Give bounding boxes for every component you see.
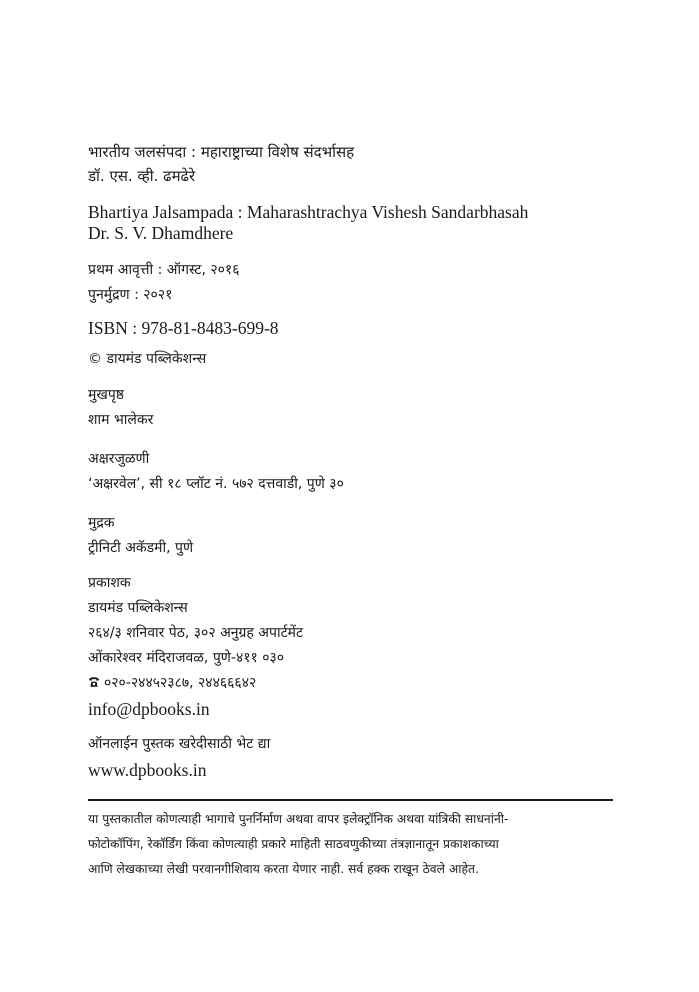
english-title-block	[88, 202, 613, 244]
author-marathi: डॉ. एस. व्ही. ढमढेरे	[88, 167, 196, 185]
typesetting-credit	[88, 447, 613, 497]
notice-line-3: आणि लेखकाच्या लेखी परवानगीशिवाय करता येणार नाही. सर्व हक्क राखून ठेवले आहेत.	[88, 862, 479, 876]
typesetting-value: ‘अक्षरवेल’, सी १८ प्लॉट नं. ५७२ दत्तवाडी, पुणे ३०	[88, 476, 344, 492]
notice-line-1: या पुस्तकातील कोणत्याही भागाचे पुनर्निर्माण अथवा वापर इलेक्ट्रॉनिक अथवा यांत्रिकी साधनांनी-	[88, 812, 509, 826]
cover-credit	[88, 383, 613, 433]
printer-value: ट्रीनिटी अकॅडमी, पुणे	[88, 540, 194, 556]
telephone-icon	[88, 676, 100, 688]
publisher-address-1: २६४/३ शनिवार पेठ, ३०२ अनुग्रह अपार्टमेंट	[88, 625, 304, 641]
copyright: © डायमंड पब्लिकेशन्स	[88, 351, 207, 367]
isbn: ISBN : 978-81-8483-699-8	[88, 318, 279, 338]
first-edition: प्रथम आवृत्ती : ऑगस्ट, २०१६	[88, 262, 240, 278]
printer-label: मुद्रक	[88, 515, 115, 531]
copyright-notice	[88, 807, 613, 882]
typesetting-label: अक्षरजुळणी	[88, 451, 150, 467]
book-title-english: Bhartiya Jalsampada : Maharashtrachya Vishesh Sandarbhasah	[88, 202, 529, 222]
divider-rule	[88, 799, 613, 801]
publisher-name: डायमंड पब्लिकेशन्स	[88, 600, 188, 616]
book-title-marathi: भारतीय जलसंपदा : महाराष्ट्राच्या विशेष संदर्भासह	[88, 143, 355, 161]
online-label: ऑनलाईन पुस्तक खरेदीसाठी भेट द्या	[88, 736, 271, 752]
author-english: Dr. S. V. Dhamdhere	[88, 223, 234, 243]
online-block	[88, 732, 613, 783]
notice-line-2: फोटोकॉपिंग, रेकॉर्डिंग किंवा कोणत्याही प्रकारे माहिती साठवणुकीच्या तंत्रज्ञानातून प्रकाशकाच्या	[88, 837, 499, 851]
publisher-address-2: ओंकारेश्वर मंदिराजवळ, पुणे-४११ ०३०	[88, 650, 285, 666]
copyright-block	[88, 349, 613, 369]
cover-artist: शाम भालेकर	[88, 412, 154, 428]
publisher-email[interactable]: info@dpbooks.in	[88, 699, 210, 719]
website-url[interactable]: www.dpbooks.in	[88, 760, 207, 780]
imprint-page	[88, 140, 613, 882]
printer-credit	[88, 511, 613, 561]
reprint: पुनर्मुद्रण : २०२१	[88, 287, 173, 303]
cover-label: मुखपृष्ठ	[88, 387, 125, 403]
isbn-block	[88, 318, 613, 339]
edition-block	[88, 258, 613, 308]
publisher-label: प्रकाशक	[88, 575, 131, 591]
publisher-phone-line	[88, 671, 613, 696]
publisher-block	[88, 571, 613, 722]
publisher-phone: ०२०-२४४५२३८७, २४४६६६४२	[104, 675, 257, 691]
